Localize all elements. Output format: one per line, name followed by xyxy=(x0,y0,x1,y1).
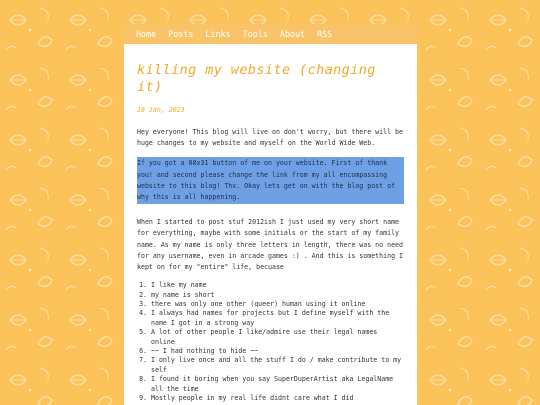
list-item: 2. my name is short xyxy=(151,291,404,300)
list-item: 4. I always had names for projects but I define myself with the name I got in a strong way xyxy=(151,309,404,328)
list-item: 3. there was only one other (queer) human using it online xyxy=(151,300,404,309)
list-item: 1. I like my name xyxy=(151,281,404,290)
post-title: killing my website (changing it) xyxy=(137,62,376,95)
nav-rss[interactable]: RSS xyxy=(317,29,333,39)
selected-text-highlight[interactable]: If you got a 88x31 button of me on your website. First of thank you! and second please change the link from my all encompassing website to this blog! Thx. Okay lets get on with the blog post of why this is all happening. xyxy=(137,157,404,204)
post-intro: Hey everyone! This blog will live on don't worry, but there will be huge changes to my website and myself on the World Wide Web. xyxy=(137,128,403,148)
blog-page xyxy=(124,24,417,405)
top-nav xyxy=(124,24,417,44)
list-item: 6. ~~ I had nothing to hide ~~ xyxy=(151,347,404,356)
nav-links[interactable]: Links xyxy=(205,29,231,39)
post-paragraph: When I started to post stuf 2012ish I just used my very short name for everything, maybe with some initials or the start of my family name. As my name is only three letters in length, there was no need for any username, even in arcade games :) . And this is something I kept on for my "entire" life, becuase xyxy=(137,218,403,272)
nav-home[interactable]: Home xyxy=(136,29,157,39)
list-item: 9. Mostly people in my real life didnt care what I did xyxy=(151,394,404,403)
reasons-list xyxy=(137,281,404,403)
list-item: 8. I found it boring when you say SuperDuperArtist aka LegalName all the time xyxy=(151,375,404,394)
nav-posts[interactable]: Posts xyxy=(168,29,194,39)
post-content xyxy=(124,44,417,404)
list-item: 7. I only live once and all the stuff I do / make contribute to my self xyxy=(151,356,404,375)
nav-about[interactable]: About xyxy=(279,29,306,39)
nav-tools[interactable]: Tools xyxy=(242,29,268,39)
list-item: 5. A lot of other people I like/admire use their legal names online xyxy=(151,328,404,347)
post-date: 18 Jan, 2023 xyxy=(137,106,185,114)
